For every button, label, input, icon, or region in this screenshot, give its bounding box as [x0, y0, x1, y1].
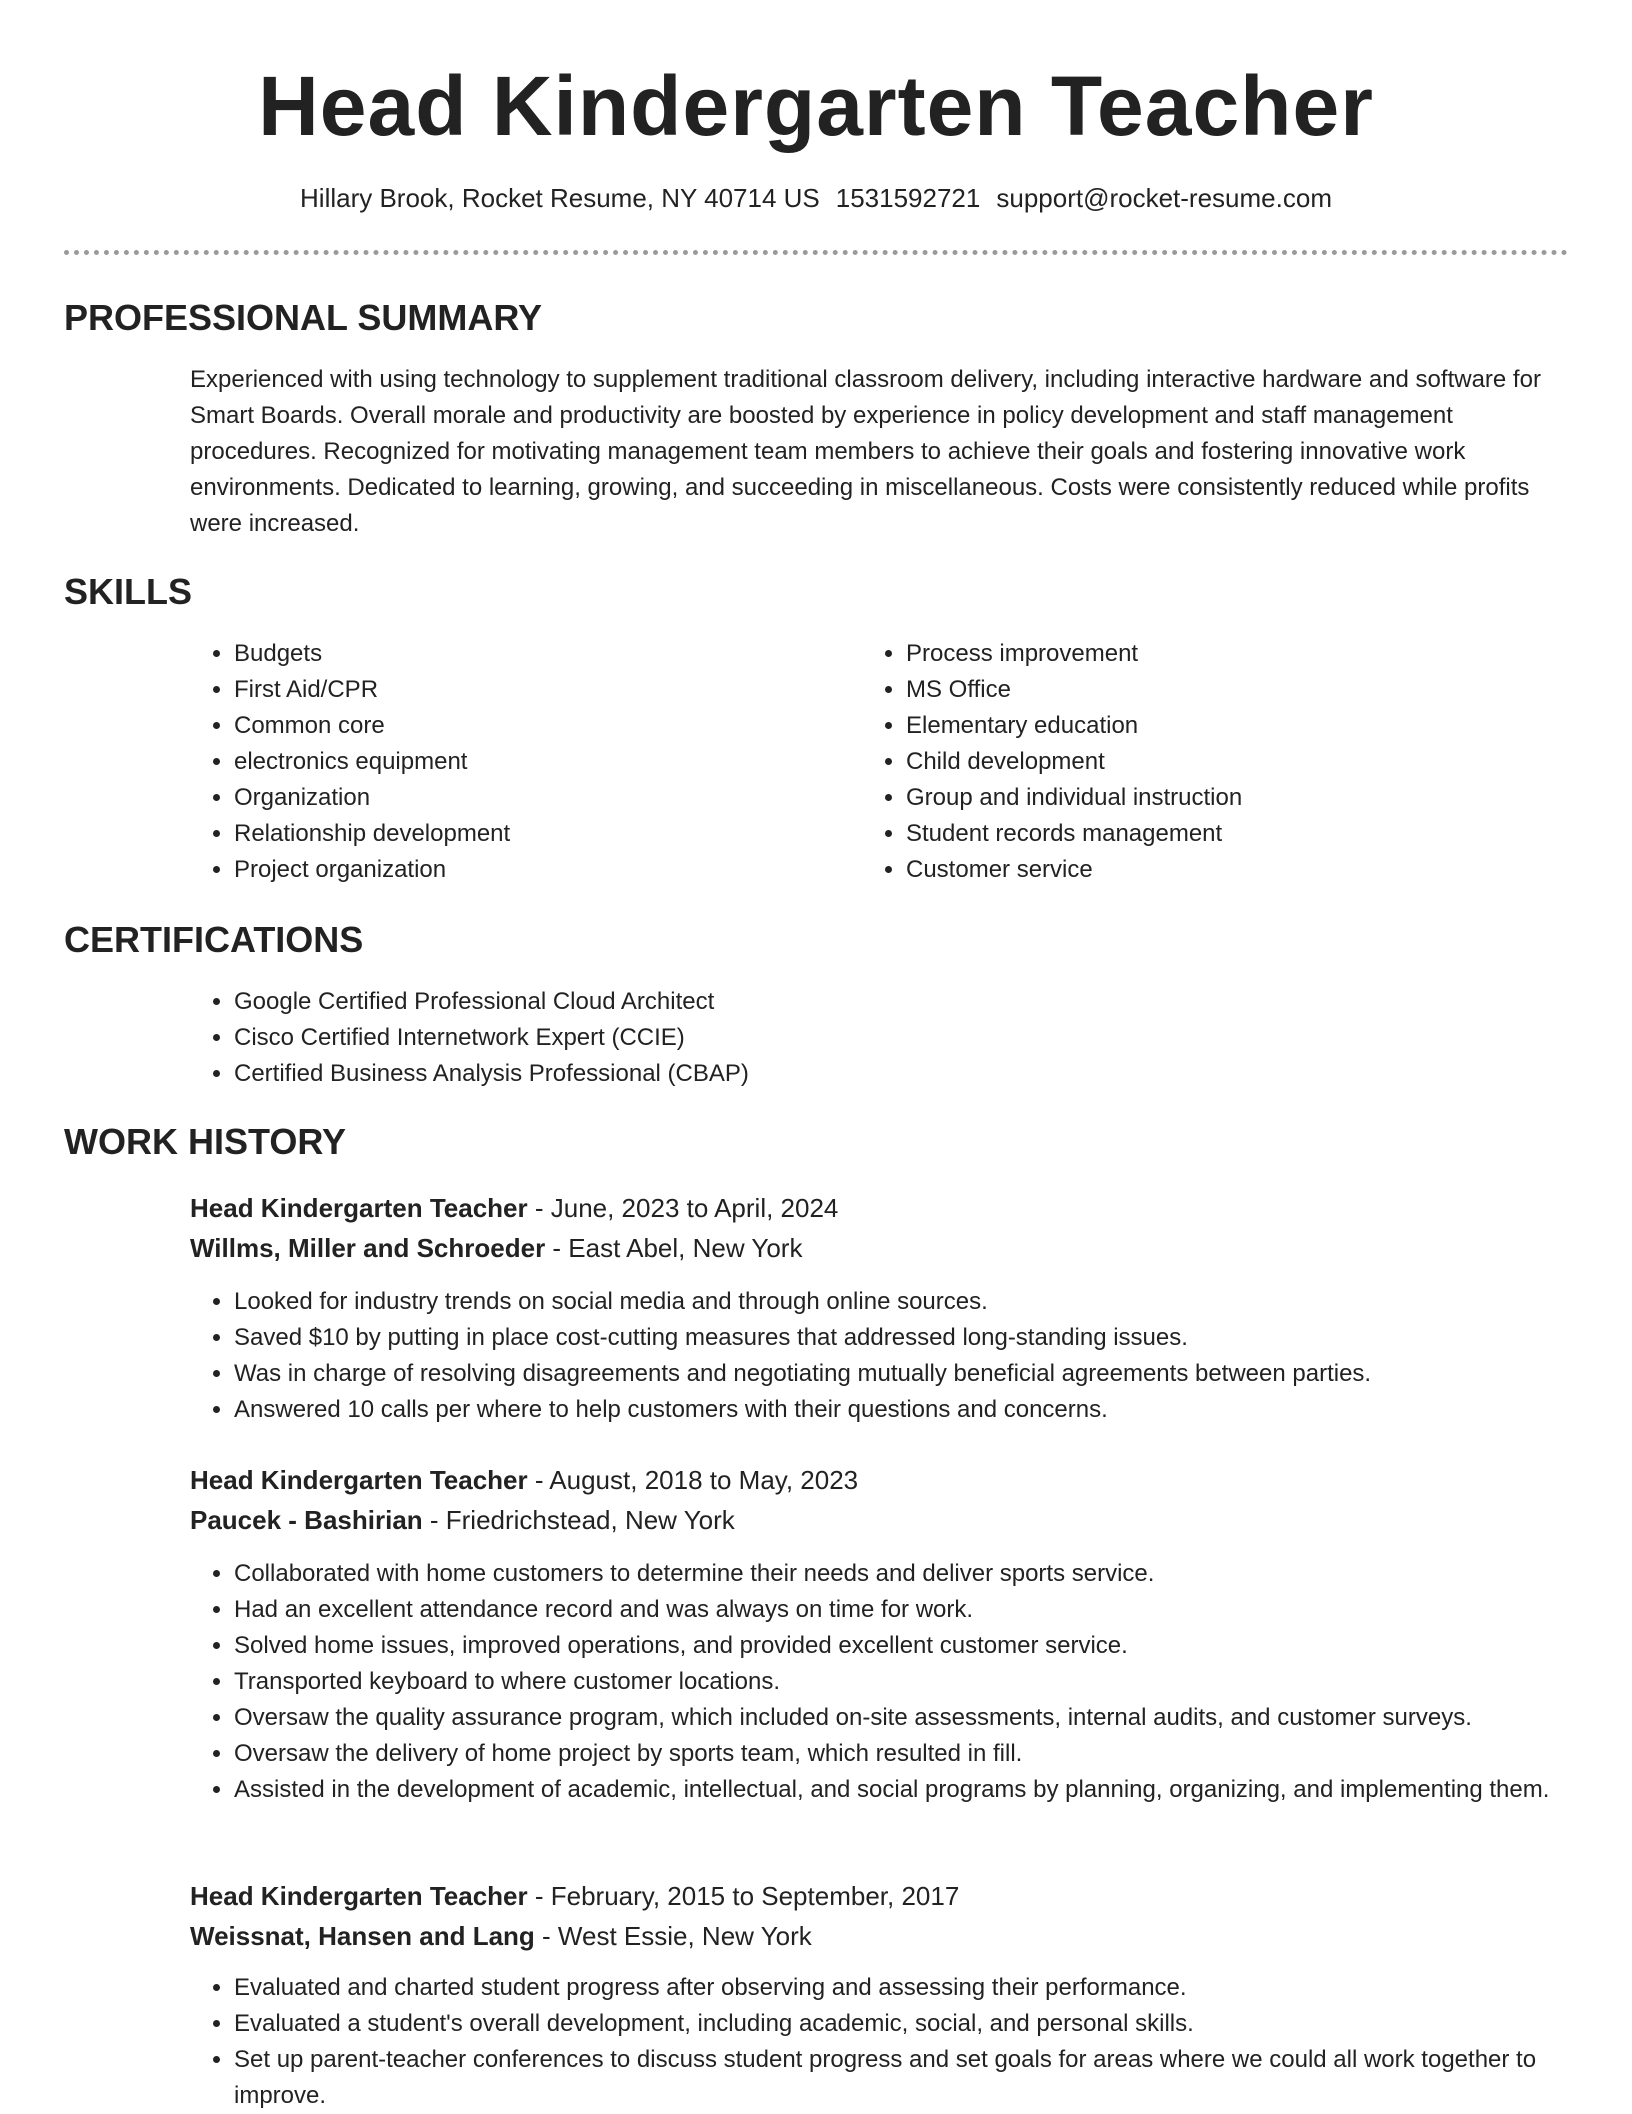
- skill-item: • Common core: [234, 708, 834, 744]
- contact-line: [0, 180, 1632, 216]
- job-bullet: • Set up parent-teacher conferences to discuss student progress and set goals for areas where we could all work together to improve.: [234, 2042, 1614, 2114]
- job-company-line: [190, 1230, 802, 1266]
- job-bullet: • Saved $10 by putting in place cost-cutting measures that addressed long-standing issues.: [234, 1320, 1614, 1356]
- skill-item: • Process improvement: [906, 636, 1606, 672]
- skill-item: • Organization: [234, 780, 834, 816]
- skill-item: • MS Office: [906, 672, 1606, 708]
- skill-item: • Budgets: [234, 636, 834, 672]
- skill-item: • Relationship development: [234, 816, 834, 852]
- job-bullet: • Solved home issues, improved operations, and provided excellent customer service.: [234, 1628, 1614, 1664]
- job-title-line: [190, 1462, 858, 1498]
- certifications-list: [190, 984, 1534, 1092]
- header-divider: [64, 250, 1568, 255]
- job-bullet: • Was in charge of resolving disagreements and negotiating mutually beneficial agreements between parties.: [234, 1356, 1614, 1392]
- job-dates: - June, 2023 to April, 2024: [527, 1193, 839, 1223]
- job-bullet: • Evaluated and charted student progress after observing and assessing their performance.: [234, 1970, 1614, 2006]
- summary-text: Experienced with using technology to supplement traditional classroom delivery, including interactive hardware and software for Smart Boards. Overall morale and productivity are boosted by experience in policy development and staff management procedures. Recognized for motivating management team members to achieve their goals and fostering innovative work environments. Dedicated to learning, growing, and succeeding in miscellaneous. Costs were consistently reduced while profits were increased.: [190, 366, 1541, 537]
- job-bullet: • Oversaw the quality assurance program, which included on-site assessments, internal audits, and customer surveys.: [234, 1700, 1614, 1736]
- job-bullets: [190, 1970, 1614, 2114]
- job-bullet: • Answered 10 calls per where to help customers with their questions and concerns.: [234, 1392, 1614, 1428]
- job-bullet: • Oversaw the delivery of home project by sports team, which resulted in fill.: [234, 1736, 1614, 1772]
- job-company: Weissnat, Hansen and Lang: [190, 1921, 535, 1951]
- job-location: - East Abel, New York: [545, 1233, 803, 1263]
- skill-item: • Group and individual instruction: [906, 780, 1606, 816]
- contact-email: support@rocket-resume.com: [996, 183, 1332, 213]
- job-bullet: • Collaborated with home customers to determine their needs and deliver sports service.: [234, 1556, 1614, 1592]
- job-company-line: [190, 1502, 735, 1538]
- skill-item: • Project organization: [234, 852, 834, 888]
- job-bullets: [190, 1284, 1614, 1428]
- job-company: Paucek - Bashirian: [190, 1505, 423, 1535]
- job-title-line: [190, 1878, 959, 1914]
- skill-item: • First Aid/CPR: [234, 672, 834, 708]
- job-bullet: • Assisted in the development of academic, intellectual, and social programs by planning, organizing, and implementing them.: [234, 1772, 1614, 1808]
- section-title-summary: PROFESSIONAL SUMMARY: [64, 297, 543, 338]
- job-dates: - February, 2015 to September, 2017: [527, 1881, 960, 1911]
- job-role: Head Kindergarten Teacher: [190, 1465, 528, 1495]
- skills-list-right: [862, 636, 1606, 888]
- skill-item: • Customer service: [906, 852, 1606, 888]
- job-dates: - August, 2018 to May, 2023: [527, 1465, 859, 1495]
- contact-address: Hillary Brook, Rocket Resume, NY 40714 US: [300, 183, 820, 213]
- contact-phone: 1531592721: [835, 183, 981, 213]
- resume-name: Head Kindergarten Teacher: [258, 59, 1374, 153]
- skill-item: • Student records management: [906, 816, 1606, 852]
- job-company-line: [190, 1918, 812, 1954]
- skill-item: • electronics equipment: [234, 744, 834, 780]
- job-title-line: [190, 1190, 838, 1226]
- job-bullet: • Looked for industry trends on social media and through online sources.: [234, 1284, 1614, 1320]
- certification-item: • Google Certified Professional Cloud Architect: [234, 984, 1534, 1020]
- skill-item: • Child development: [906, 744, 1606, 780]
- job-bullets: [190, 1556, 1614, 1808]
- job-location: - West Essie, New York: [534, 1921, 812, 1951]
- skill-item: • Elementary education: [906, 708, 1606, 744]
- job-role: Head Kindergarten Teacher: [190, 1881, 528, 1911]
- job-company: Willms, Miller and Schroeder: [190, 1233, 546, 1263]
- job-role: Head Kindergarten Teacher: [190, 1193, 528, 1223]
- skills-list-left: [190, 636, 834, 888]
- certification-item: • Certified Business Analysis Professional (CBAP): [234, 1056, 1534, 1092]
- section-title-certifications: CERTIFICATIONS: [64, 919, 364, 960]
- section-title-work-history: WORK HISTORY: [64, 1121, 347, 1162]
- job-bullet: • Evaluated a student's overall development, including academic, social, and personal skills.: [234, 2006, 1614, 2042]
- certification-item: • Cisco Certified Internetwork Expert (CCIE): [234, 1020, 1534, 1056]
- job-bullet: • Transported keyboard to where customer locations.: [234, 1664, 1614, 1700]
- job-location: - Friedrichstead, New York: [422, 1505, 735, 1535]
- section-title-skills: SKILLS: [64, 571, 193, 612]
- job-bullet: • Had an excellent attendance record and was always on time for work.: [234, 1592, 1614, 1628]
